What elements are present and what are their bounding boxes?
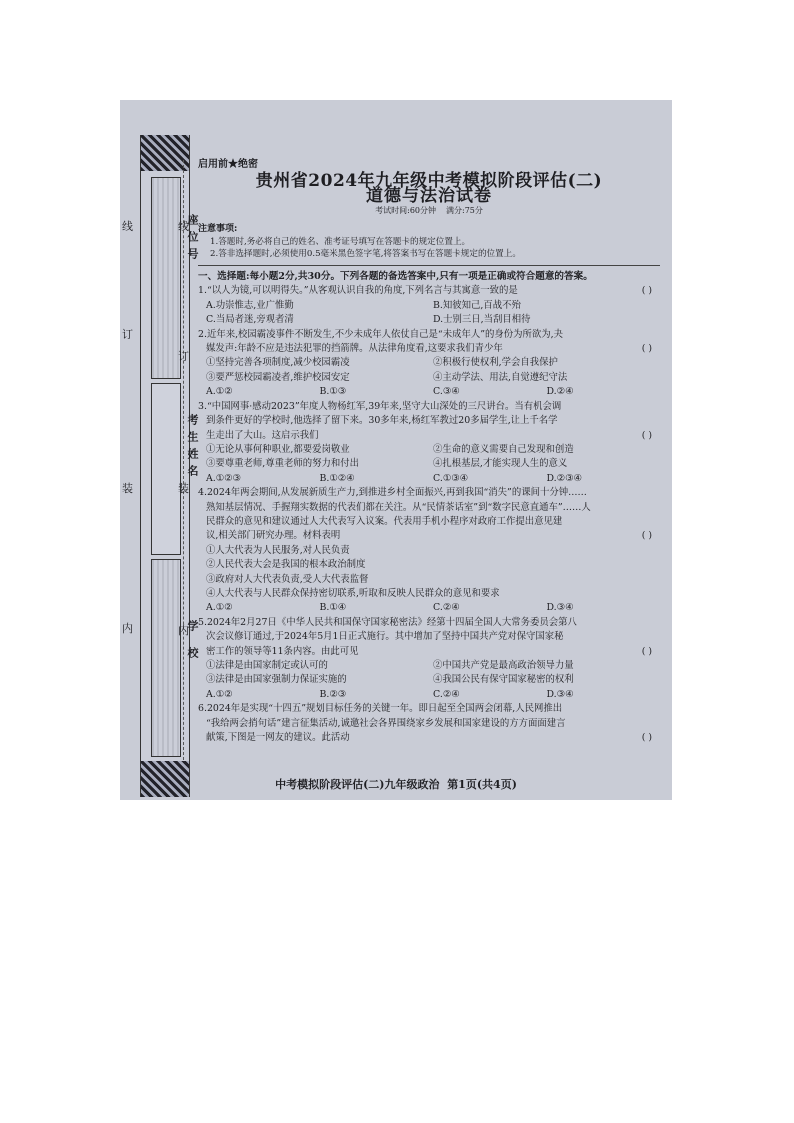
question-text: 献策,下图是一网友的建议。此活动	[206, 732, 350, 744]
option-item: ②生命的意义需要自己发现和创造	[433, 443, 574, 455]
option-item: ④扎根基层,才能实现人生的意义	[433, 458, 568, 470]
answer-choice: B.①④	[319, 602, 347, 614]
answer-bracket: ( )	[641, 732, 652, 744]
question-4	[198, 486, 660, 616]
answer-choice: C.③④	[433, 386, 460, 398]
school-field	[151, 559, 199, 757]
exam-title: 贵州省2024年九年级中考模拟阶段评估(二)	[255, 171, 603, 192]
option-list	[198, 356, 660, 385]
option-item: B.知彼知己,百战不殆	[433, 299, 521, 311]
section-heading: 一、选择题:每小题2分,共30分。下列各题的备选答案中,只有一项是正确或符合题意的答案。	[198, 271, 593, 283]
binding-char: 装	[178, 482, 189, 495]
answer-bracket: ( )	[641, 285, 652, 297]
answer-choice: B.①③	[319, 386, 347, 398]
question-text: “我给两会捎句话”建言征集活动,诚邀社会各界围绕家乡发展和国家建设的方方面面建言	[206, 717, 566, 729]
seat-number-field	[151, 177, 199, 379]
exam-time: 考试时间:60分钟	[375, 206, 436, 216]
option-item: ②人民代表大会是我国的根本政治制度	[206, 559, 366, 571]
student-name-field	[151, 383, 199, 555]
option-item: ③政府对人大代表负责,受人大代表监督	[206, 573, 369, 585]
school-label: 学 校	[186, 620, 199, 664]
answer-choice: B.②③	[319, 688, 347, 700]
full-score: 满分:75分	[446, 206, 483, 216]
question-1	[198, 284, 660, 327]
option-item: ④主动学法、用法,自觉遵纪守法	[433, 371, 568, 383]
option-item: ②积极行使权利,学会自我保护	[433, 357, 558, 369]
question-list	[198, 284, 660, 745]
answer-bracket: ( )	[641, 645, 652, 657]
footer-title: 中考模拟阶段评估(二)九年级政治	[275, 778, 440, 791]
option-list	[198, 299, 660, 328]
option-list	[198, 544, 660, 602]
answer-bracket: ( )	[641, 343, 652, 355]
option-item: ③要尊重老师,尊重老师的努力和付出	[206, 458, 359, 470]
option-item: C.当局者迷,旁观者清	[206, 314, 294, 326]
question-text: 媒发声:年龄不应是违法犯罪的挡箭牌。从法律角度看,这要求我们青少年	[206, 343, 503, 355]
option-list	[198, 443, 660, 472]
binding-char: 订	[122, 328, 133, 341]
option-list	[198, 659, 660, 688]
question-text: 到条件更好的学校时,他选择了留下来。30多年来,杨红军教过20多届学生,让上千名学	[206, 415, 558, 427]
binding-pattern-top	[141, 135, 189, 171]
answer-choice: D.②③④	[546, 472, 582, 484]
binding-char: 线	[122, 220, 133, 233]
answer-choices	[198, 688, 660, 702]
answer-choice: A.①②	[206, 688, 233, 700]
answer-bracket: ( )	[641, 429, 652, 441]
question-text: 2.近年来,校园霸凌事件不断发生,不少未成年人依仗自己是“未成年人”的身份为所欲为,夬	[198, 328, 563, 340]
exam-meta	[198, 204, 660, 218]
question-text: 议,相关部门研究办理。材料表明	[206, 530, 341, 542]
question-text: 生走出了大山。这启示我们	[206, 429, 319, 441]
answer-choice: A.①②③	[206, 472, 241, 484]
answer-choices	[198, 472, 660, 486]
option-item: ④我国公民有保守国家秘密的权利	[433, 674, 574, 686]
answer-choice: D.③④	[546, 602, 574, 614]
question-text: 密工作的领导等11条内容。由此可见	[206, 645, 359, 657]
question-text: 熟知基层情况、手握翔实数据的代表们都在关注。从“民情茶话室”到“数字民意直通车”……人	[206, 501, 591, 513]
question-3	[198, 400, 660, 486]
student-name-label: 考生姓名	[186, 414, 199, 482]
question-5	[198, 616, 660, 702]
answer-choice: C.②④	[433, 688, 460, 700]
notes-heading: 注意事项:	[198, 223, 238, 234]
exam-subject-title: 道德与法治试卷	[366, 185, 492, 206]
answer-choices	[198, 385, 660, 399]
question-text: 5.2024年2月27日《中华人民共和国保守国家秘密法》经第十四届全国人大常务委员会第八	[198, 616, 577, 628]
note-item: 1.答题时,务必将自己的姓名、准考证号填写在答题卡的规定位置上。	[210, 237, 471, 248]
answer-choices	[198, 601, 660, 615]
answer-choice: C.①③④	[433, 472, 469, 484]
question-text: 6.2024年是实现“十四五”规划目标任务的关键一年。即日起至全国两会闭幕,人民网推出	[198, 703, 563, 715]
binding-char: 线	[178, 220, 189, 233]
option-item: A.功崇惟志,业广惟勤	[206, 299, 294, 311]
exam-paper-photo	[120, 100, 672, 800]
question-text: 4.2024年两会期间,从发展新质生产力,到推进乡村全面振兴,再到我国“消失”的课间十分钟……	[198, 487, 587, 499]
option-item: D.士别三日,当刮目相待	[433, 314, 531, 326]
answer-bracket: ( )	[641, 530, 652, 542]
secret-mark: 启用前★绝密	[198, 159, 258, 170]
option-item: ③要严惩校园霸凌者,维护校园安定	[206, 371, 350, 383]
seat-number-label: 座位号	[186, 214, 199, 265]
option-item: ①坚持完善各项制度,减少校园霸凌	[206, 357, 350, 369]
question-text: 次会议修订通过,于2024年5月1日正式施行。其中增加了坚持中国共产党对保守国家秘	[206, 631, 564, 643]
option-item: ④人大代表与人民群众保持密切联系,听取和反映人民群众的意见和要求	[206, 587, 500, 599]
option-item: ②中国共产党是最高政治领导力量	[433, 660, 574, 671]
binding-cut-line	[183, 160, 184, 760]
option-item: ①人大代表为人民服务,对人民负责	[206, 544, 350, 556]
answer-choice: C.②④	[433, 602, 460, 614]
option-item: ③法律是由国家强制力保证实施的	[206, 674, 347, 686]
question-2	[198, 328, 660, 400]
answer-choice: B.①②④	[319, 472, 355, 484]
binding-char: 内	[178, 624, 189, 637]
option-item: ①无论从事何种职业,都要爱岗敬业	[206, 443, 350, 455]
binding-char: 订	[178, 350, 189, 363]
option-item: ①法律是由国家制定或认可的	[206, 660, 328, 671]
footer-page: 第1页(共4页)	[447, 778, 517, 791]
binding-char: 装	[122, 482, 133, 495]
question-text: 3.“中国网事·感动2023”年度人物杨红军,39年来,坚守大山深处的三尺讲台。当有机会调	[198, 400, 562, 412]
exam-content	[198, 158, 660, 745]
answer-choice: D.②④	[546, 386, 574, 398]
question-text: 1.“以人为镜,可以明得失。”从客观认识自我的角度,下列名言与其寓意一致的是	[198, 285, 518, 297]
question-6	[198, 702, 660, 745]
divider	[198, 265, 660, 266]
answer-choice: A.①②	[206, 386, 233, 398]
answer-choice: D.③④	[546, 688, 574, 700]
question-text: 民群众的意见和建议通过人大代表写入议案。代表用手机小程序对政府工作提出意见建	[206, 515, 563, 527]
page-footer	[120, 776, 672, 792]
answer-choice: A.①②	[206, 602, 233, 614]
note-item: 2.答非选择题时,必须使用0.5毫米黑色签字笔,将答案书写在答题卡规定的位置上。	[210, 249, 521, 260]
binding-char: 内	[122, 622, 133, 635]
